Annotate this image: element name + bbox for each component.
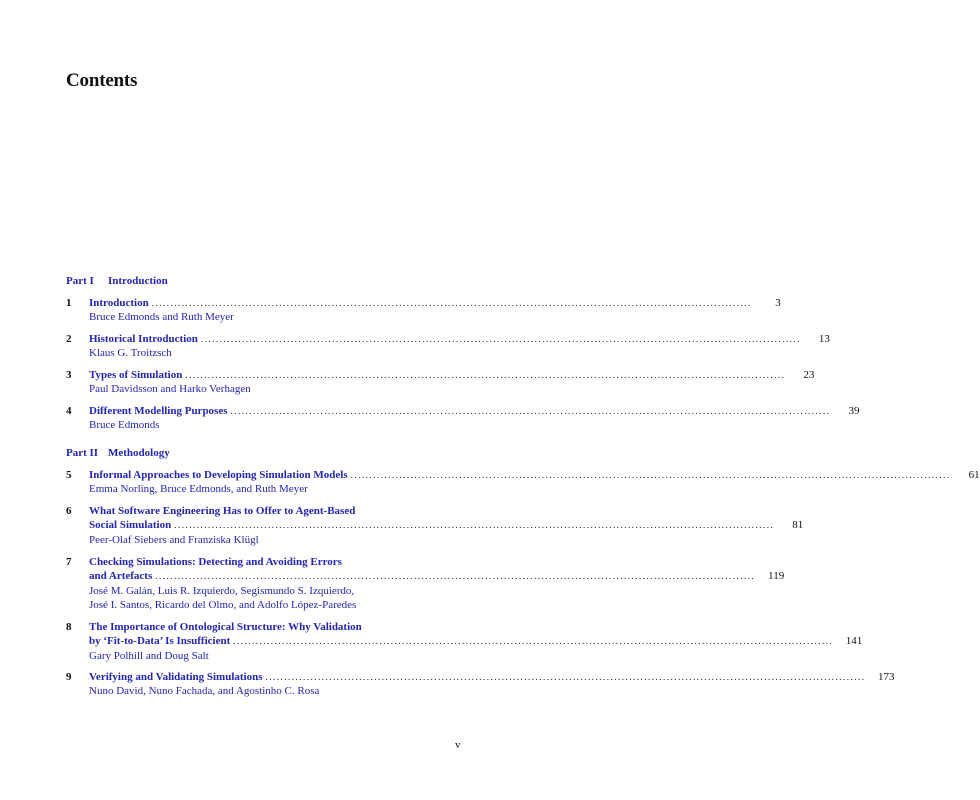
toc-entry-chapter-3[interactable] [66,368,815,397]
chapter-title-line [89,404,860,418]
chapter-page-number: 39 [848,405,860,417]
chapter-title-line [89,368,815,382]
chapter-title-line [89,332,830,346]
chapter-page-number: 61 [968,469,980,481]
chapter-authors[interactable]: Bruce Edmonds and Ruth Meyer [89,311,234,324]
chapter-authors[interactable]: José M. Galán, Luis R. Izquierdo, Segismundo S. Izquierdo, [89,584,355,597]
part-title: Methodology [108,447,170,459]
chapter-title-line [89,555,463,569]
chapter-page-number: 173 [878,671,895,683]
chapter-number: 1 [66,297,72,309]
dot-leader: ................................................................................................................................................................ [200,334,801,344]
chapter-number: 9 [66,671,72,683]
chapter-title[interactable]: The Importance of Ontological Structure: Why Validation [89,621,362,633]
chapter-number: 6 [66,505,72,517]
page-title: Contents [66,70,138,91]
toc-entry-chapter-2[interactable] [66,332,830,361]
toc-entry-chapter-5[interactable] [66,468,980,497]
chapter-authors[interactable]: Nuno David, Nuno Fachada, and Agostinho C. Rosa [89,685,320,698]
chapter-title[interactable]: Informal Approaches to Developing Simulation Models [89,469,348,481]
part-number: Part II [66,447,99,459]
chapter-number: 2 [66,333,72,345]
chapter-number: 8 [66,621,72,633]
toc-entry-chapter-7[interactable] [66,555,785,612]
chapter-title-line [89,634,863,648]
chapter-title[interactable]: Historical Introduction [89,333,198,345]
chapter-title-continued[interactable]: by ‘Fit-to-Data’ Is Insufficient [89,635,231,648]
chapter-title-line [89,518,804,532]
chapter-authors[interactable]: Klaus G. Troitzsch [89,347,172,360]
chapter-page-number: 119 [768,570,785,583]
toc-entry-chapter-1[interactable] [66,296,781,325]
chapter-title[interactable]: Different Modelling Purposes [89,405,228,417]
part-number: Part I [66,275,94,287]
chapter-authors[interactable]: Paul Davidsson and Harko Verhagen [89,383,251,396]
chapter-page-number: 141 [845,635,863,648]
chapter-number: 3 [66,369,72,381]
part-heading-methodology[interactable] [66,446,170,460]
chapter-authors[interactable]: Bruce Edmonds [89,419,160,432]
dot-leader: ................................................................................................................................................................ [155,571,756,582]
chapter-title-line [89,620,463,634]
toc-entry-chapter-8[interactable] [66,620,863,663]
dot-leader: ................................................................................................................................................................ [265,672,866,682]
dot-leader: ................................................................................................................................................................ [350,470,951,480]
part-heading-introduction[interactable] [66,274,168,288]
chapter-title-continued[interactable]: Social Simulation [89,519,172,532]
chapter-title[interactable]: Introduction [89,297,149,309]
chapter-title[interactable]: Types of Simulation [89,369,183,381]
chapter-title[interactable]: What Software Engineering Has to Offer to Agent-Based [89,505,356,517]
chapter-page-number: 23 [803,369,815,381]
chapter-authors-continued[interactable]: José I. Santos, Ricardo del Olmo, and Adolfo López-Paredes [89,598,357,611]
chapter-number: 7 [66,556,72,568]
dot-leader: ................................................................................................................................................................ [174,520,775,531]
dot-leader: ................................................................................................................................................................ [151,298,752,308]
chapter-authors[interactable]: Emma Norling, Bruce Edmonds, and Ruth Meyer [89,483,308,496]
chapter-title-continued[interactable]: and Artefacts [89,570,153,583]
chapter-title[interactable]: Checking Simulations: Detecting and Avoiding Errors [89,556,342,568]
chapter-title-line [89,504,463,518]
dot-leader: ................................................................................................................................................................ [233,636,834,647]
dot-leader: ................................................................................................................................................................ [230,406,831,416]
chapter-page-number: 81 [792,519,804,532]
chapter-title-line [89,296,781,310]
page-folio: v [455,739,461,751]
chapter-authors[interactable]: Gary Polhill and Doug Salt [89,649,209,662]
chapter-page-number: 13 [818,333,830,345]
chapter-title-line [89,569,785,583]
chapter-number: 5 [66,469,72,481]
part-title: Introduction [108,275,168,287]
toc-entry-chapter-4[interactable] [66,404,860,433]
toc-entry-chapter-6[interactable] [66,504,804,547]
chapter-authors[interactable]: Peer-Olaf Siebers and Franziska Klügl [89,533,259,546]
chapter-title[interactable]: Verifying and Validating Simulations [89,671,263,683]
chapter-page-number: 3 [775,297,781,309]
toc-entry-chapter-9[interactable] [66,670,895,699]
dot-leader: ................................................................................................................................................................ [185,370,786,380]
chapter-title-line [89,670,895,684]
chapter-number: 4 [66,405,72,417]
chapter-title-line [89,468,980,482]
